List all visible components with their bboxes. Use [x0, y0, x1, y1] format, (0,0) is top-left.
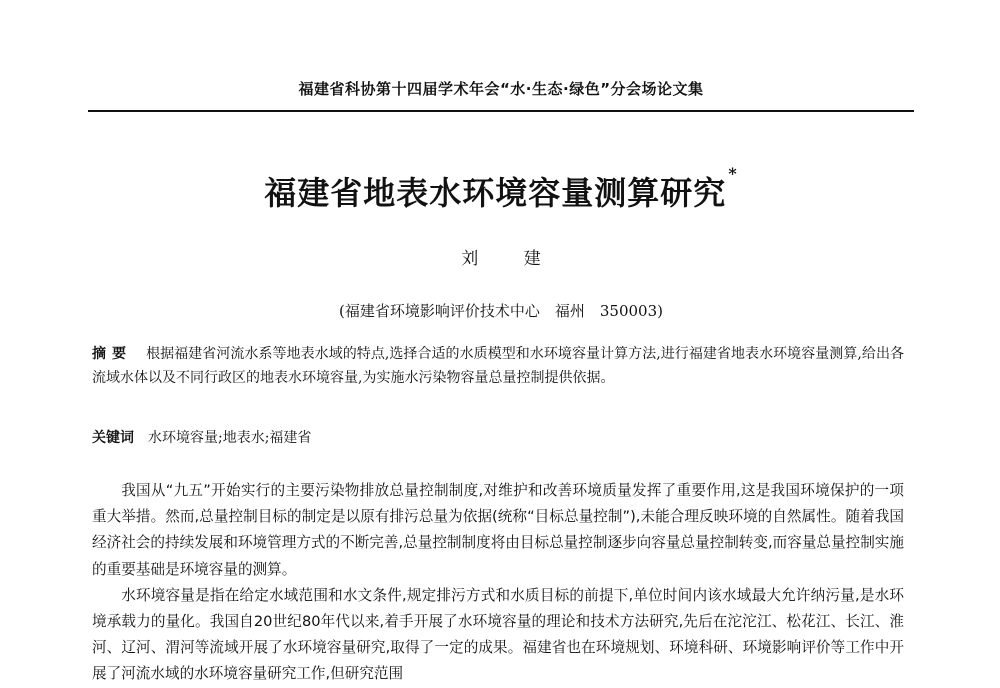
running-header: 福建省科协第十四届学术年会“水·生态·绿色”分会场论文集 — [298, 80, 704, 98]
paper-title — [88, 164, 914, 214]
body-paragraph-1: 我国从“九五”开始实行的主要污染物排放总量控制制度,对维护和改善环境质量发挥了重要作用,这是我国环境保护的一项重大举措。然而,总量控制目标的制定是以原有排污总量为依据(统称“目标总量控制”),未能合理反映环境的自然属性。随着我国经济社会的持续发展和环境管理方式的不断完善,总量控制制度将由目标总量控制逐步向容量总量控制转变,而容量总量控制实施的重要基础是环境容量的测算。 — [92, 482, 904, 578]
paper-title-text: 福建省地表水环境容量测算研究 — [264, 174, 727, 212]
body-paragraph-2: 水环境容量是指在给定水域范围和水文条件,规定排污方式和水质目标的前提下,单位时间内该水域最大允许纳污量,是水环境承载力的量化。我国自20世纪80年代以来,着手开展了水环境容量的理论和技术方法研究,先后在沱沱江、松花江、长江、淮河、辽河、渭河等流域开展了水环境容量研究,取得了一定的成果。福建省也在环境规划、环境科研、环境影响评价等工作中开展了河流水域的水环境容量研究工作,但研究范围 — [92, 586, 904, 683]
keywords-text: 水环境容量;地表水;福建省 — [148, 430, 312, 446]
header-rule — [88, 110, 914, 112]
abstract-text: 根据福建省河流水系等地表水域的特点,选择合适的水质模型和水环境容量计算方法,进行福建省地表水环境容量测算,给出各流域水体以及不同行政区的地表水环境容量,为实施水污染物容量总量控制提供依据。 — [92, 346, 904, 386]
author-name: 刘 建 — [461, 249, 541, 269]
title-footnote-mark: * — [728, 164, 738, 183]
abstract — [92, 342, 904, 390]
affiliation: (福建省环境影响评价技术中心 福州 350003) — [339, 302, 663, 320]
keywords-label: 关键词 — [92, 430, 134, 446]
body-text — [92, 478, 904, 688]
abstract-label: 摘要 — [92, 346, 133, 362]
keywords — [92, 426, 904, 450]
